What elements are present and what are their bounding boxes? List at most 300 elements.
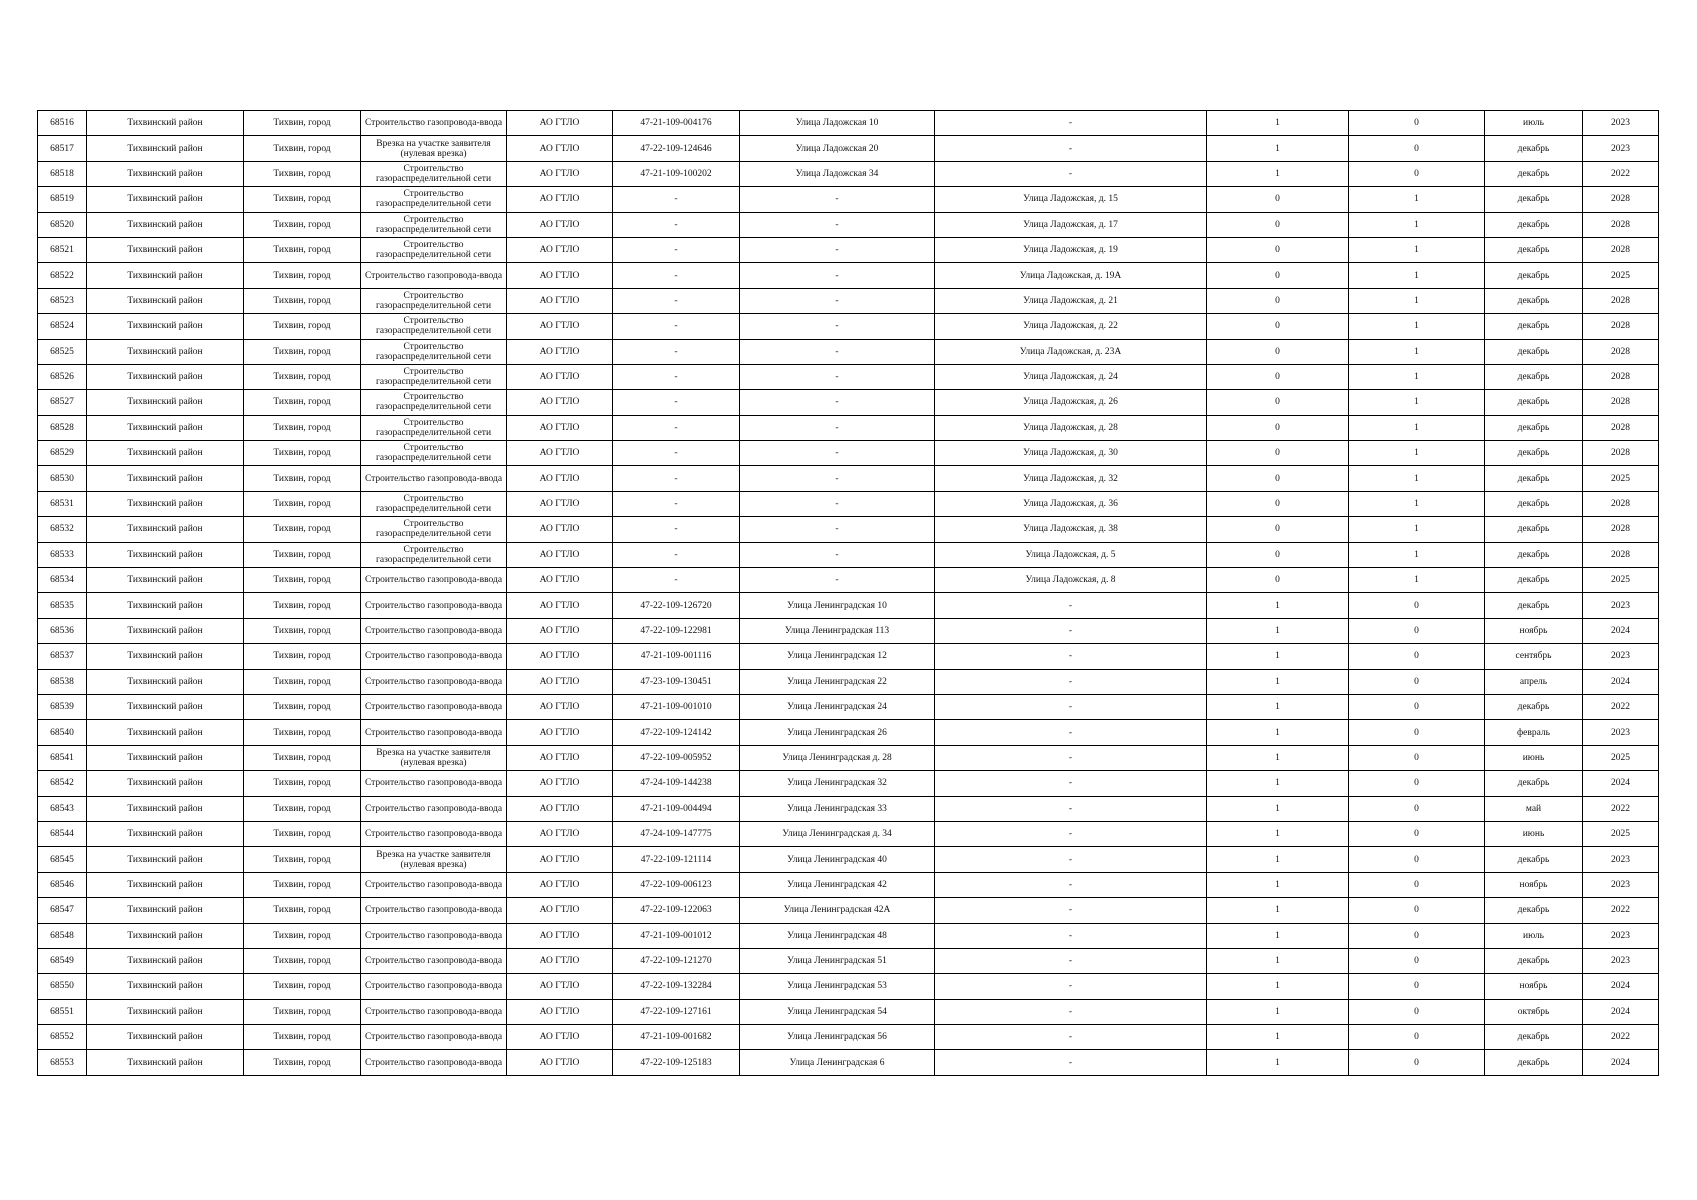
district-cell: Тихвинский район (87, 390, 244, 415)
district-cell: Тихвинский район (87, 872, 244, 897)
planned-address-cell: - (935, 821, 1207, 846)
table-row (38, 339, 1659, 364)
district-cell: Тихвинский район (87, 1025, 244, 1050)
district-cell: Тихвинский район (87, 441, 244, 466)
count-b-cell: 0 (1349, 847, 1485, 872)
count-b-cell: 0 (1349, 618, 1485, 643)
settlement-cell: Тихвин, город (244, 517, 361, 542)
settlement-cell: Тихвин, город (244, 136, 361, 161)
year-cell: 2022 (1583, 694, 1659, 719)
count-b-cell: 0 (1349, 136, 1485, 161)
month-cell: декабрь (1485, 694, 1583, 719)
organization-cell: АО ГТЛО (507, 1050, 613, 1075)
organization-cell: АО ГТЛО (507, 111, 613, 136)
organization-cell: АО ГТЛО (507, 898, 613, 923)
settlement-cell: Тихвин, город (244, 288, 361, 313)
year-cell: 2023 (1583, 847, 1659, 872)
district-cell: Тихвинский район (87, 618, 244, 643)
count-a-cell: 0 (1207, 212, 1349, 237)
address-cell: - (740, 441, 935, 466)
year-cell: 2023 (1583, 136, 1659, 161)
year-cell: 2028 (1583, 187, 1659, 212)
month-cell: декабрь (1485, 771, 1583, 796)
planned-address-cell: - (935, 923, 1207, 948)
cadastral-number-cell: 47-22-109-124142 (613, 720, 740, 745)
row-id-cell: 68536 (38, 618, 87, 643)
cadastral-number-cell: 47-22-109-006123 (613, 872, 740, 897)
settlement-cell: Тихвин, город (244, 948, 361, 973)
month-cell: июль (1485, 923, 1583, 948)
planned-address-cell: - (935, 872, 1207, 897)
settlement-cell: Тихвин, город (244, 618, 361, 643)
table-row (38, 593, 1659, 618)
count-b-cell: 0 (1349, 948, 1485, 973)
table-row (38, 898, 1659, 923)
settlement-cell: Тихвин, город (244, 466, 361, 491)
count-a-cell: 1 (1207, 161, 1349, 186)
row-id-cell: 68517 (38, 136, 87, 161)
district-cell: Тихвинский район (87, 720, 244, 745)
work-type-cell: Строительство газопровода-ввода (361, 669, 507, 694)
work-type-cell: Строительство газопровода-ввода (361, 644, 507, 669)
district-cell: Тихвинский район (87, 745, 244, 770)
organization-cell: АО ГТЛО (507, 948, 613, 973)
district-cell: Тихвинский район (87, 237, 244, 262)
district-cell: Тихвинский район (87, 898, 244, 923)
organization-cell: АО ГТЛО (507, 644, 613, 669)
settlement-cell: Тихвин, город (244, 974, 361, 999)
planned-address-cell: - (935, 745, 1207, 770)
work-type-cell: Строительство газораспределительной сети (361, 364, 507, 389)
month-cell: декабрь (1485, 187, 1583, 212)
year-cell: 2028 (1583, 491, 1659, 516)
cadastral-number-cell: - (613, 542, 740, 567)
address-cell: Улица Ленинградская 51 (740, 948, 935, 973)
count-a-cell: 1 (1207, 111, 1349, 136)
year-cell: 2024 (1583, 669, 1659, 694)
count-b-cell: 0 (1349, 161, 1485, 186)
month-cell: декабрь (1485, 136, 1583, 161)
table-row (38, 517, 1659, 542)
organization-cell: АО ГТЛО (507, 1025, 613, 1050)
organization-cell: АО ГТЛО (507, 390, 613, 415)
count-b-cell: 1 (1349, 441, 1485, 466)
district-cell: Тихвинский район (87, 364, 244, 389)
cadastral-number-cell: 47-22-109-121270 (613, 948, 740, 973)
organization-cell: АО ГТЛО (507, 288, 613, 313)
count-a-cell: 0 (1207, 237, 1349, 262)
organization-cell: АО ГТЛО (507, 745, 613, 770)
work-type-cell: Строительство газораспределительной сети (361, 237, 507, 262)
district-cell: Тихвинский район (87, 314, 244, 339)
planned-address-cell: - (935, 720, 1207, 745)
count-a-cell: 1 (1207, 974, 1349, 999)
settlement-cell: Тихвин, город (244, 771, 361, 796)
planned-address-cell: Улица Ладожская, д. 38 (935, 517, 1207, 542)
table-row (38, 669, 1659, 694)
row-id-cell: 68527 (38, 390, 87, 415)
month-cell: декабрь (1485, 237, 1583, 262)
table-row (38, 212, 1659, 237)
organization-cell: АО ГТЛО (507, 771, 613, 796)
organization-cell: АО ГТЛО (507, 593, 613, 618)
cadastral-number-cell: 47-21-109-001116 (613, 644, 740, 669)
row-id-cell: 68543 (38, 796, 87, 821)
count-b-cell: 0 (1349, 923, 1485, 948)
address-cell: - (740, 491, 935, 516)
month-cell: ноябрь (1485, 974, 1583, 999)
district-cell: Тихвинский район (87, 847, 244, 872)
month-cell: декабрь (1485, 339, 1583, 364)
cadastral-number-cell: - (613, 390, 740, 415)
settlement-cell: Тихвин, город (244, 339, 361, 364)
count-b-cell: 0 (1349, 821, 1485, 846)
address-cell: Улица Ленинградская 54 (740, 999, 935, 1024)
address-cell: Улица Ленинградская 42А (740, 898, 935, 923)
year-cell: 2028 (1583, 339, 1659, 364)
count-b-cell: 1 (1349, 237, 1485, 262)
cadastral-number-cell: 47-22-109-124646 (613, 136, 740, 161)
count-a-cell: 0 (1207, 568, 1349, 593)
work-type-cell: Строительство газораспределительной сети (361, 390, 507, 415)
organization-cell: АО ГТЛО (507, 415, 613, 440)
table-row (38, 187, 1659, 212)
work-type-cell: Строительство газопровода-ввода (361, 796, 507, 821)
count-b-cell: 0 (1349, 593, 1485, 618)
settlement-cell: Тихвин, город (244, 364, 361, 389)
count-b-cell: 1 (1349, 263, 1485, 288)
count-b-cell: 0 (1349, 720, 1485, 745)
count-a-cell: 1 (1207, 694, 1349, 719)
address-cell: Улица Ленинградская 24 (740, 694, 935, 719)
organization-cell: АО ГТЛО (507, 796, 613, 821)
settlement-cell: Тихвин, город (244, 847, 361, 872)
count-b-cell: 1 (1349, 517, 1485, 542)
table-row (38, 796, 1659, 821)
count-a-cell: 1 (1207, 644, 1349, 669)
count-a-cell: 0 (1207, 288, 1349, 313)
cadastral-number-cell: - (613, 364, 740, 389)
cadastral-number-cell: 47-22-109-005952 (613, 745, 740, 770)
table-row (38, 466, 1659, 491)
row-id-cell: 68523 (38, 288, 87, 313)
year-cell: 2023 (1583, 720, 1659, 745)
work-type-cell: Строительство газопровода-ввода (361, 568, 507, 593)
address-cell: - (740, 364, 935, 389)
district-cell: Тихвинский район (87, 923, 244, 948)
organization-cell: АО ГТЛО (507, 161, 613, 186)
month-cell: декабрь (1485, 263, 1583, 288)
address-cell: - (740, 187, 935, 212)
address-cell: - (740, 390, 935, 415)
work-type-cell: Строительство газораспределительной сети (361, 542, 507, 567)
count-a-cell: 1 (1207, 720, 1349, 745)
table-row (38, 161, 1659, 186)
count-b-cell: 0 (1349, 669, 1485, 694)
row-id-cell: 68545 (38, 847, 87, 872)
address-cell: Улица Ленинградская 12 (740, 644, 935, 669)
year-cell: 2028 (1583, 441, 1659, 466)
count-a-cell: 0 (1207, 314, 1349, 339)
row-id-cell: 68541 (38, 745, 87, 770)
year-cell: 2028 (1583, 517, 1659, 542)
count-a-cell: 0 (1207, 491, 1349, 516)
work-type-cell: Строительство газопровода-ввода (361, 821, 507, 846)
month-cell: декабрь (1485, 948, 1583, 973)
year-cell: 2028 (1583, 415, 1659, 440)
settlement-cell: Тихвин, город (244, 1025, 361, 1050)
planned-address-cell: Улица Ладожская, д. 32 (935, 466, 1207, 491)
planned-address-cell: - (935, 847, 1207, 872)
planned-address-cell: Улица Ладожская, д. 26 (935, 390, 1207, 415)
planned-address-cell: - (935, 1025, 1207, 1050)
settlement-cell: Тихвин, город (244, 415, 361, 440)
organization-cell: АО ГТЛО (507, 568, 613, 593)
count-b-cell: 1 (1349, 187, 1485, 212)
month-cell: декабрь (1485, 568, 1583, 593)
planned-address-cell: - (935, 111, 1207, 136)
cadastral-number-cell: 47-24-109-147775 (613, 821, 740, 846)
settlement-cell: Тихвин, город (244, 923, 361, 948)
work-type-cell: Строительство газораспределительной сети (361, 491, 507, 516)
table-row (38, 720, 1659, 745)
organization-cell: АО ГТЛО (507, 542, 613, 567)
table-row (38, 847, 1659, 872)
cadastral-number-cell: 47-21-109-001682 (613, 1025, 740, 1050)
cadastral-number-cell: 47-21-109-001012 (613, 923, 740, 948)
table-row (38, 948, 1659, 973)
year-cell: 2023 (1583, 948, 1659, 973)
count-a-cell: 1 (1207, 821, 1349, 846)
address-cell: Улица Ленинградская 22 (740, 669, 935, 694)
count-b-cell: 0 (1349, 111, 1485, 136)
work-type-cell: Строительство газопровода-ввода (361, 898, 507, 923)
planned-address-cell: Улица Ладожская, д. 28 (935, 415, 1207, 440)
count-a-cell: 1 (1207, 669, 1349, 694)
month-cell: декабрь (1485, 390, 1583, 415)
month-cell: декабрь (1485, 593, 1583, 618)
work-type-cell: Строительство газопровода-ввода (361, 618, 507, 643)
month-cell: ноябрь (1485, 618, 1583, 643)
month-cell: ноябрь (1485, 872, 1583, 897)
count-b-cell: 0 (1349, 872, 1485, 897)
address-cell: Улица Ленинградская 10 (740, 593, 935, 618)
row-id-cell: 68546 (38, 872, 87, 897)
work-type-cell: Строительство газопровода-ввода (361, 1025, 507, 1050)
month-cell: июнь (1485, 745, 1583, 770)
count-a-cell: 1 (1207, 1050, 1349, 1075)
settlement-cell: Тихвин, город (244, 441, 361, 466)
row-id-cell: 68528 (38, 415, 87, 440)
count-a-cell: 0 (1207, 542, 1349, 567)
district-cell: Тихвинский район (87, 263, 244, 288)
settlement-cell: Тихвин, город (244, 314, 361, 339)
month-cell: июнь (1485, 821, 1583, 846)
row-id-cell: 68550 (38, 974, 87, 999)
count-b-cell: 1 (1349, 364, 1485, 389)
organization-cell: АО ГТЛО (507, 237, 613, 262)
count-a-cell: 1 (1207, 771, 1349, 796)
row-id-cell: 68525 (38, 339, 87, 364)
address-cell: - (740, 212, 935, 237)
row-id-cell: 68518 (38, 161, 87, 186)
work-type-cell: Строительство газопровода-ввода (361, 923, 507, 948)
count-a-cell: 0 (1207, 390, 1349, 415)
year-cell: 2023 (1583, 593, 1659, 618)
settlement-cell: Тихвин, город (244, 212, 361, 237)
settlement-cell: Тихвин, город (244, 593, 361, 618)
row-id-cell: 68530 (38, 466, 87, 491)
year-cell: 2023 (1583, 111, 1659, 136)
organization-cell: АО ГТЛО (507, 441, 613, 466)
year-cell: 2022 (1583, 1025, 1659, 1050)
row-id-cell: 68529 (38, 441, 87, 466)
planned-address-cell: - (935, 771, 1207, 796)
district-cell: Тихвинский район (87, 948, 244, 973)
cadastral-number-cell: 47-22-109-132284 (613, 974, 740, 999)
organization-cell: АО ГТЛО (507, 491, 613, 516)
table-row (38, 999, 1659, 1024)
row-id-cell: 68551 (38, 999, 87, 1024)
organization-cell: АО ГТЛО (507, 974, 613, 999)
table-row (38, 872, 1659, 897)
district-cell: Тихвинский район (87, 1050, 244, 1075)
address-cell: Улица Ленинградская д. 34 (740, 821, 935, 846)
month-cell: декабрь (1485, 517, 1583, 542)
year-cell: 2028 (1583, 390, 1659, 415)
month-cell: декабрь (1485, 1050, 1583, 1075)
row-id-cell: 68553 (38, 1050, 87, 1075)
count-a-cell: 0 (1207, 339, 1349, 364)
organization-cell: АО ГТЛО (507, 263, 613, 288)
work-type-cell: Строительство газопровода-ввода (361, 694, 507, 719)
year-cell: 2024 (1583, 999, 1659, 1024)
district-cell: Тихвинский район (87, 339, 244, 364)
address-cell: - (740, 339, 935, 364)
work-type-cell: Строительство газопровода-ввода (361, 720, 507, 745)
settlement-cell: Тихвин, город (244, 720, 361, 745)
year-cell: 2025 (1583, 745, 1659, 770)
address-cell: Улица Ленинградская 42 (740, 872, 935, 897)
count-a-cell: 0 (1207, 466, 1349, 491)
address-cell: Улица Ленинградская 26 (740, 720, 935, 745)
work-type-cell: Строительство газопровода-ввода (361, 948, 507, 973)
settlement-cell: Тихвин, город (244, 542, 361, 567)
count-b-cell: 0 (1349, 999, 1485, 1024)
cadastral-number-cell: 47-21-109-100202 (613, 161, 740, 186)
row-id-cell: 68531 (38, 491, 87, 516)
month-cell: апрель (1485, 669, 1583, 694)
cadastral-number-cell: 47-22-109-125183 (613, 1050, 740, 1075)
row-id-cell: 68520 (38, 212, 87, 237)
settlement-cell: Тихвин, город (244, 644, 361, 669)
address-cell: Улица Ленинградская 33 (740, 796, 935, 821)
work-type-cell: Строительство газопровода-ввода (361, 466, 507, 491)
work-type-cell: Строительство газопровода-ввода (361, 872, 507, 897)
planned-address-cell: Улица Ладожская, д. 17 (935, 212, 1207, 237)
count-b-cell: 1 (1349, 339, 1485, 364)
table-row (38, 491, 1659, 516)
work-type-cell: Врезка на участке заявителя (нулевая врезка) (361, 847, 507, 872)
planned-address-cell: - (935, 694, 1207, 719)
planned-address-cell: - (935, 796, 1207, 821)
table-row (38, 288, 1659, 313)
month-cell: декабрь (1485, 1025, 1583, 1050)
settlement-cell: Тихвин, город (244, 872, 361, 897)
count-b-cell: 0 (1349, 745, 1485, 770)
planned-address-cell: Улица Ладожская, д. 19А (935, 263, 1207, 288)
work-type-cell: Строительство газопровода-ввода (361, 999, 507, 1024)
settlement-cell: Тихвин, город (244, 568, 361, 593)
count-a-cell: 0 (1207, 187, 1349, 212)
table-row (38, 1025, 1659, 1050)
month-cell: декабрь (1485, 542, 1583, 567)
year-cell: 2025 (1583, 821, 1659, 846)
planned-address-cell: - (935, 136, 1207, 161)
work-type-cell: Строительство газопровода-ввода (361, 771, 507, 796)
year-cell: 2022 (1583, 898, 1659, 923)
address-cell: Улица Ленинградская 53 (740, 974, 935, 999)
table-row (38, 1050, 1659, 1075)
row-id-cell: 68539 (38, 694, 87, 719)
count-a-cell: 1 (1207, 948, 1349, 973)
cadastral-number-cell: - (613, 568, 740, 593)
planned-address-cell: Улица Ладожская, д. 21 (935, 288, 1207, 313)
month-cell: декабрь (1485, 491, 1583, 516)
planned-address-cell: - (935, 161, 1207, 186)
organization-cell: АО ГТЛО (507, 821, 613, 846)
settlement-cell: Тихвин, город (244, 237, 361, 262)
table-row (38, 745, 1659, 770)
planned-address-cell: Улица Ладожская, д. 8 (935, 568, 1207, 593)
cadastral-number-cell: - (613, 415, 740, 440)
count-a-cell: 1 (1207, 136, 1349, 161)
work-type-cell: Строительство газопровода-ввода (361, 1050, 507, 1075)
count-b-cell: 0 (1349, 898, 1485, 923)
address-cell: - (740, 288, 935, 313)
row-id-cell: 68540 (38, 720, 87, 745)
planned-address-cell: - (935, 999, 1207, 1024)
address-cell: Улица Ленинградская 48 (740, 923, 935, 948)
table-row (38, 694, 1659, 719)
address-cell: Улица Ленинградская 40 (740, 847, 935, 872)
count-a-cell: 1 (1207, 796, 1349, 821)
cadastral-number-cell: - (613, 441, 740, 466)
settlement-cell: Тихвин, город (244, 263, 361, 288)
count-a-cell: 1 (1207, 618, 1349, 643)
year-cell: 2028 (1583, 364, 1659, 389)
address-cell: Улица Ленинградская 32 (740, 771, 935, 796)
cadastral-number-cell: 47-23-109-130451 (613, 669, 740, 694)
count-b-cell: 1 (1349, 314, 1485, 339)
planned-address-cell: Улица Ладожская, д. 19 (935, 237, 1207, 262)
planned-address-cell: Улица Ладожская, д. 36 (935, 491, 1207, 516)
table-body (38, 111, 1659, 1076)
year-cell: 2025 (1583, 466, 1659, 491)
count-a-cell: 0 (1207, 415, 1349, 440)
table-row (38, 923, 1659, 948)
district-cell: Тихвинский район (87, 593, 244, 618)
year-cell: 2024 (1583, 771, 1659, 796)
year-cell: 2025 (1583, 568, 1659, 593)
district-cell: Тихвинский район (87, 694, 244, 719)
row-id-cell: 68544 (38, 821, 87, 846)
district-cell: Тихвинский район (87, 999, 244, 1024)
planned-address-cell: - (935, 898, 1207, 923)
table-row (38, 237, 1659, 262)
work-type-cell: Строительство газораспределительной сети (361, 212, 507, 237)
count-b-cell: 0 (1349, 694, 1485, 719)
